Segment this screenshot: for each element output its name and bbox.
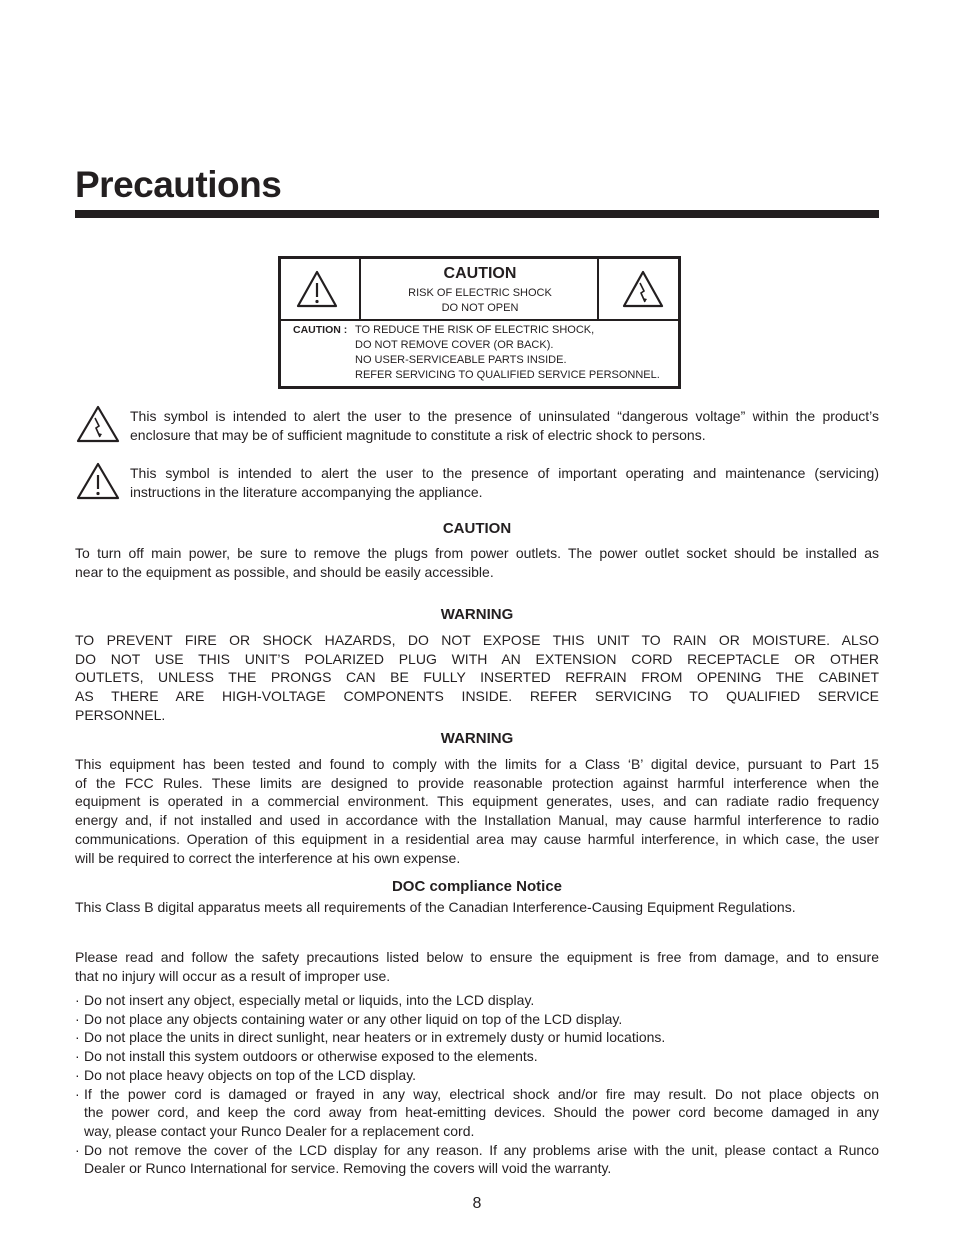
text-line: Please read and follow the safety precautions listed below to ensure the equipment is free from damage, and to ensure xyxy=(75,949,879,965)
bullet-mark: · xyxy=(75,1029,80,1046)
text-line: Do not install this system outdoors or otherwise exposed to the elements. xyxy=(84,1048,538,1065)
lightning-triangle-icon xyxy=(621,269,665,309)
caution-box xyxy=(278,256,681,389)
caution-box-line: TO REDUCE THE RISK OF ELECTRIC SHOCK, xyxy=(355,324,595,336)
text-line: This equipment has been tested and found to comply with the limits for a Class ‘B’ digital device, pursuant to Part 15 xyxy=(75,756,879,772)
caution-box-divider-horizontal xyxy=(281,319,678,321)
text-line: Do not place heavy objects on top of the LCD display. xyxy=(84,1066,417,1083)
text-line: the power cord, and keep the cord away from heat-emitting devices. Should the power cord become damaged in any xyxy=(84,1104,879,1121)
caution-box-line: NO USER-SERVICEABLE PARTS INSIDE. xyxy=(355,354,567,366)
caution-box-subtitle: RISK OF ELECTRIC SHOCK xyxy=(408,287,552,299)
text-line: This Class B digital apparatus meets all requirements of the Canadian Interference-Causing Equipment Regulations. xyxy=(75,899,796,915)
caution-box-subtitle: DO NOT OPEN xyxy=(441,302,519,314)
text-line: This symbol is intended to alert the user to the presence of important operating and maintenance (servicing) xyxy=(130,465,879,481)
text-line: way, please contact your Runco Dealer for a replacement cord. xyxy=(84,1122,475,1139)
list-item xyxy=(75,1010,879,1029)
text-line: equipment is operated in a commercial environment. This equipment generates, uses, and can radiate radio frequency xyxy=(75,793,879,810)
bullet-mark: · xyxy=(75,1085,80,1102)
caution-paragraph xyxy=(75,544,879,581)
list-item xyxy=(75,1066,879,1085)
safety-list xyxy=(75,991,879,1178)
doc-compliance-heading: DOC compliance Notice xyxy=(391,878,563,895)
lightning-triangle-icon xyxy=(76,405,120,443)
caution-box-title: CAUTION xyxy=(443,265,517,282)
text-line: Dealer or Runco International for service. Removing the covers will void the warranty. xyxy=(84,1160,612,1177)
text-line: Do not place any objects containing water or any other liquid on top of the LCD display. xyxy=(84,1010,623,1027)
bullet-mark: · xyxy=(75,992,80,1008)
exclamation-triangle-icon xyxy=(295,269,339,309)
text-line: Do not insert any object, especially metal or liquids, into the LCD display. xyxy=(84,992,535,1008)
text-line: To turn off main power, be sure to remove the plugs from power outlets. The power outlet socket should be installed as xyxy=(75,545,879,561)
text-line: Do not remove the cover of the LCD display for any reason. If any problems arise with the unit, please contact a Runco xyxy=(84,1141,879,1158)
list-item xyxy=(75,991,879,1010)
caution-box-line: DO NOT REMOVE COVER (OR BACK). xyxy=(355,339,554,351)
text-line: TO PREVENT FIRE OR SHOCK HAZARDS, DO NOT EXPOSE THIS UNIT TO RAIN OR MOISTURE. ALSO xyxy=(75,632,879,648)
list-item xyxy=(75,1047,879,1066)
page-number: 8 xyxy=(472,1195,482,1212)
symbol-description xyxy=(130,407,879,444)
text-line: instructions in the literature accompanying the appliance. xyxy=(130,483,483,500)
text-line: This symbol is intended to alert the user to the presence of uninsulated “dangerous voltage” within the product’s xyxy=(130,408,879,424)
text-line: will be required to correct the interference at his own expense. xyxy=(75,849,461,866)
list-item xyxy=(75,1141,879,1178)
title-rule xyxy=(75,210,879,218)
text-line: If the power cord is damaged or frayed in any way, electrical shock and/or fire may result. Do not place objects on xyxy=(84,1085,879,1102)
warning-heading: WARNING xyxy=(440,606,514,623)
exclamation-triangle-icon xyxy=(76,462,120,500)
warning-paragraph xyxy=(75,631,879,725)
list-item xyxy=(75,1028,879,1047)
text-line: Do not place the units in direct sunlight, near heaters or in extremely dusty or humid locations. xyxy=(84,1029,666,1046)
text-line: PERSONNEL. xyxy=(75,706,166,723)
page-title: Precautions xyxy=(75,164,282,205)
bullet-mark: · xyxy=(75,1141,80,1158)
text-line: energy and, if not installed and used in accordance with the Installation Manual, may cause harmful interference to radio xyxy=(75,812,879,829)
text-line: near to the equipment as possible, and should be easily accessible. xyxy=(75,563,494,580)
text-line: AS THERE ARE HIGH-VOLTAGE COMPONENTS INSIDE. REFER SERVICING TO QUALIFIED SERVICE xyxy=(75,688,879,705)
warning-heading: WARNING xyxy=(440,730,514,747)
symbol-description xyxy=(130,464,879,501)
text-line: that no injury will occur as a result of improper use. xyxy=(75,967,391,984)
bullet-mark: · xyxy=(75,1048,80,1065)
bullet-mark: · xyxy=(75,1066,80,1083)
caution-box-label: CAUTION : xyxy=(293,324,348,336)
list-item xyxy=(75,1085,879,1141)
text-line: of the FCC Rules. These limits are designed to provide reasonable protection against harmful interference when the xyxy=(75,774,879,791)
fcc-paragraph xyxy=(75,755,879,867)
caution-box-line: REFER SERVICING TO QUALIFIED SERVICE PERSONNEL. xyxy=(355,369,660,381)
caution-heading: CAUTION xyxy=(442,520,512,537)
text-line: DO NOT USE THIS UNIT’S POLARIZED PLUG WITH AN EXTENSION CORD RECEPTACLE OR OTHER xyxy=(75,650,879,667)
doc-compliance-paragraph xyxy=(75,898,879,917)
bullet-mark: · xyxy=(75,1010,80,1027)
text-line: enclosure that may be of sufficient magnitude to constitute a risk of electric shock to persons. xyxy=(130,426,706,443)
text-line: OUTLETS, UNLESS THE PRONGS CAN BE FULLY INSERTED REFRAIN FROM OPENING THE CABINET xyxy=(75,669,879,686)
safety-intro-paragraph xyxy=(75,948,879,985)
text-line: communications. Operation of this equipment in a residential area may cause harmful interference, in which case, the user xyxy=(75,830,879,847)
